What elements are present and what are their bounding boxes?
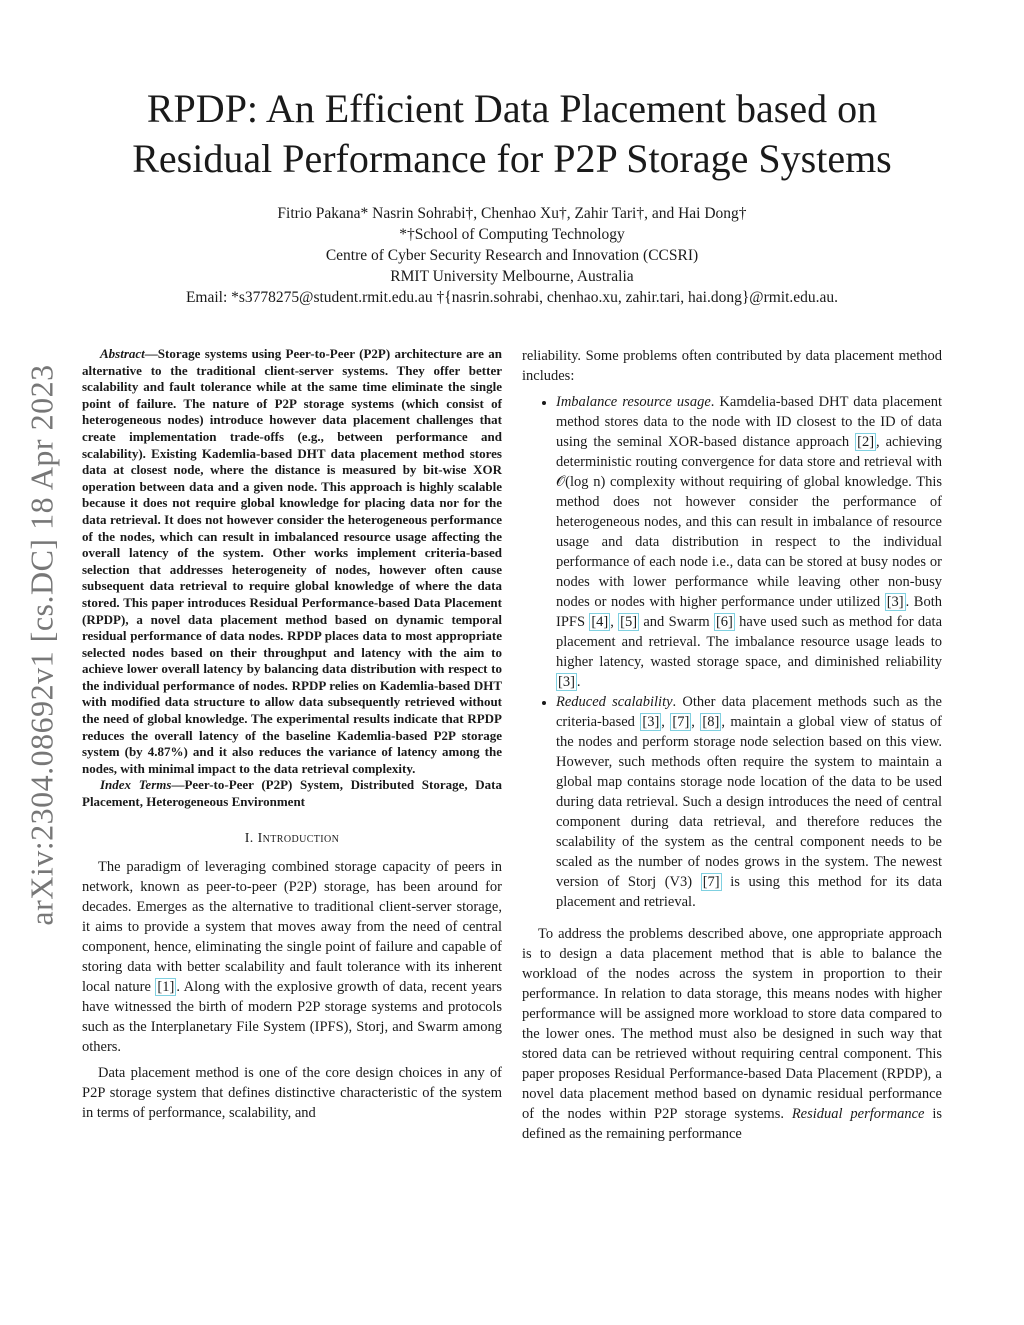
abstract-label: Abstract: [100, 346, 145, 361]
problem-list: [522, 392, 942, 912]
intro-paragraph-2: Data placement method is one of the core design choices in any of P2P storage system that defines distinctive characteristic of the system in terms of performance, scalability, and: [82, 1064, 502, 1121]
citation-link[interactable]: [7]: [672, 714, 690, 730]
citation-link[interactable]: [1]: [157, 978, 175, 995]
continued-paragraph: reliability. Some problems often contributed by data placement method includes:: [522, 348, 942, 384]
intro-paragraph-1: The paradigm of leveraging combined storage capacity of peers in network, known as peer-to-peer (P2P) storage, has been around for decades. Emerges as the alternative to traditional client-server storage, it aims to provide a system that moves away from the need of central component, hence, eliminating the single point of failure and capable of storing data with better scalability and fault tolerance with its inherent local nature [1] . Along with the explosive growth of data, recent years have witnessed the birth of modern P2P storage systems and protocols such as the Interplanetary File System (IPFS), Storj, and Swarm among others.: [82, 858, 502, 1055]
index-terms-label: Index Terms: [100, 777, 172, 793]
author-block: [0, 203, 1024, 308]
title-line-2: Residual Performance for P2P Storage Systems: [132, 136, 892, 181]
citation-link[interactable]: [8]: [702, 714, 720, 730]
citation-link[interactable]: [7]: [702, 874, 720, 890]
paper-title: [0, 84, 1024, 184]
index-terms-text: —Peer-to-Peer (P2P) System, Distributed Storage, Data Placement, Heterogeneous Environment: [82, 777, 502, 810]
list-item-scalability: • Reduced scalability. Other data placement methods such as the criteria-based [3] , [7] , [8] , maintain a global view of status of the nodes and perform storage node selection based on this view. However, such methods often require the system to maintain a global map contains storage node location of the data to be used during data retrieval. Such a design introduces the need of central component during data retrieval, and therefore reduces the scalability of the system as the central component needs to be scaled as the number of nodes grows in the system. The newest version of Storj (V3) [7] is using this method for its data placement and retrieval.: [556, 692, 942, 912]
section-heading-introduction: I. Introduction: [244, 830, 340, 846]
approach-paragraph: To address the problems described above, one appropriate approach is to design a data placement method that is able to balance the workload of the nodes across the system in proportion to their performance. In relation to data storage, this means nodes with higher performance will be assigned more workload to store data compared to the lower ones. The method must also be designed in such way that stored data can be retrieved without requiring central component. This paper proposes Residual Performance-based Data Placement (RPDP), a novel data placement method based on dynamic residual performance of the nodes within P2P storage systems. Residual performance is defined as the remaining performance: [522, 926, 943, 1142]
affiliation-university: RMIT University Melbourne, Australia: [390, 268, 634, 285]
index-terms: [82, 777, 502, 810]
author-emails: Email: *s3778275@student.rmit.edu.au †{nasrin.sohrabi, chenhao.xu, zahir.tari, hai.dong}@rmit.edu.au.: [185, 289, 839, 306]
list-item-imbalance: • Imbalance resource usage. Kamdelia-based DHT data placement method stores data to the node with ID closest to the ID of data using the seminal XOR-based distance approach [2] , achieving deterministic routing convergence for data store and retrieval with 𝒪(log n) complexity without requiring of global knowledge. This method does not however consider the performance of heterogeneous nodes, and this can result in imbalance of resource usage and data distribution in respect to the individual performance of each node i.e., data can be stored at busy nodes or nodes with lower performance while leaving other non-busy nodes or nodes with higher performance under utilized [3] . Both IPFS [4] , [5] and Swarm [6] have used such as method for data placement and retrieval. The imbalance resource usage leads to higher latency, wasted storage space, and diminished reliability [3] .: [556, 392, 942, 692]
author-names: Fitrio Pakana* Nasrin Sohrabi†, Chenhao Xu†, Zahir Tari†, and Hai Dong†: [277, 205, 747, 222]
abstract: [82, 346, 502, 777]
arxiv-identifier: arXiv:2304.08692v1 [cs.DC] 18 Apr 2023: [23, 364, 60, 926]
right-column: [522, 346, 942, 1144]
left-column: [82, 346, 502, 1123]
citation-link[interactable]: [3]: [642, 714, 660, 730]
citation-link[interactable]: [3]: [886, 594, 904, 610]
affiliation-school: *†School of Computing Technology: [399, 226, 625, 243]
affiliation-centre: Centre of Cyber Security Research and Innovation (CCSRI): [325, 247, 699, 264]
citation-link[interactable]: [5]: [620, 614, 638, 630]
citation-link[interactable]: [3]: [558, 674, 575, 690]
citation-link[interactable]: [6]: [715, 614, 733, 630]
citation-link[interactable]: [2]: [857, 434, 875, 450]
abstract-text: —Storage systems using Peer-to-Peer (P2P) architecture are an alternative to the traditional client-server systems. They offer better scalability and fault tolerance while at the same time eliminate the single point of failure. The nature of P2P storage systems (which consist of heterogeneous nodes) introduce however data placement challenges that create implementation trade-offs (e.g., between performance and scalability). Existing Kademlia-based DHT data placement method stores data at closest node, where the distance is measured by bit-wise XOR operation between data and a given node. This approach is highly scalable because it does not require global knowledge for placing data nor for the data retrieval. It does not however consider the heterogeneous performance of the nodes, which can result in imbalanced resource usage affecting the overall latency of the system. Other works implement criteria-based selection that addresses heterogeneity of nodes, however often cause subsequent data retrieval to require global knowledge of where the data stored. This paper introduces Residual Performance-based Data Placement (RPDP), a novel data placement method based on dynamic temporal residual performance of data nodes. RPDP places data to most appropriate selected nodes based on their throughput and latency with the aim to achieve lower overall latency by balancing data distribution with respect to the individual performance of nodes. RPDP relies on Kademlia-based DHT with modified data structure to allow data subsequently retrieved without the need of global knowledge. The experimental results indicate that RPDP reduces the overall latency of the baseline Kademlia-based P2P storage system (by 4.87%) and it also reduces the variance of latency among the nodes, with minimal impact to the data retrieval complexity.: [82, 346, 502, 776]
title-line-1: RPDP: An Efficient Data Placement based on: [146, 86, 878, 131]
citation-link[interactable]: [4]: [591, 614, 609, 630]
